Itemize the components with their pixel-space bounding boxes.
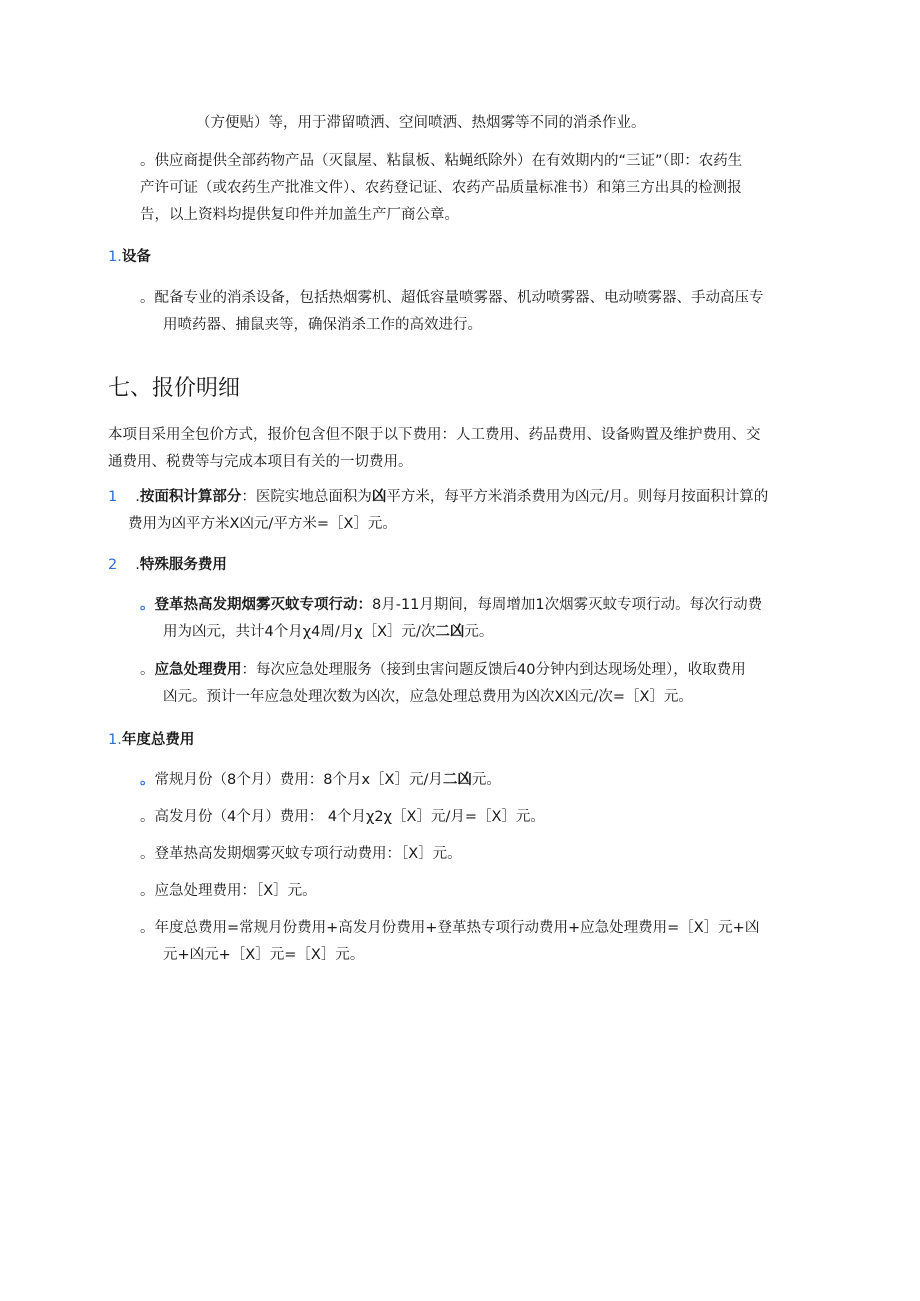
heading-text: 特殊服务费用	[139, 557, 227, 573]
certificate-paragraph-line2: 产许可证（或农药生产批准文件）、农药登记证、农药产品质量标准书）和第三方出具的检测报	[140, 180, 742, 196]
area-pricing-label: 按面积计算部分	[139, 489, 242, 505]
pricing-intro-line2: 通费用、税费等与完成本项目有关的一切费用。	[108, 454, 413, 470]
paragraph-text: 用为凶元，共计4个月χ4周/月χ［X］元/次	[163, 624, 436, 640]
certificate-paragraph-line1	[140, 151, 742, 171]
emergency-fee-label: 应急处理费用	[154, 662, 242, 678]
heading-number: 1.	[108, 249, 122, 265]
regular-months-fee	[140, 770, 501, 790]
paragraph-text: ：医院实地总面积为	[241, 489, 372, 505]
area-pricing-line1	[108, 487, 768, 507]
dengue-campaign-line2	[163, 622, 493, 642]
list-bullet: 。	[140, 809, 155, 825]
paragraph-text: 应急处理费用：［X］元。	[154, 883, 317, 899]
equipment-heading	[108, 247, 151, 267]
paragraph-text: 高发月份（4个月）费用： 4个月χ2χ［X］元/月=［X］元。	[154, 809, 545, 825]
materials-list-continuation: （方便贴）等，用于滞留喷洒、空间喷洒、热烟雾等不同的消杀作业。	[196, 115, 646, 131]
paragraph-text: 登革热高发期烟雾灭蚊专项行动费用：［X］元。	[154, 846, 462, 862]
paragraph-text: 元。	[471, 772, 501, 788]
paragraph-text: 配备专业的消杀设备，包括热烟雾机、超低容量喷雾器、机动喷雾器、电动喷雾器、手动高压专	[154, 290, 764, 306]
list-dot: .	[135, 557, 140, 573]
list-bullet: 。	[140, 883, 155, 899]
annual-total-formula-line2: 元+凶元+［X］元=［X］元。	[163, 947, 365, 963]
certificate-paragraph-line3: 告，以上资料均提供复印件并加盖生产厂商公章。	[140, 207, 459, 223]
emergency-fee-total	[140, 881, 317, 901]
peak-months-fee	[140, 807, 545, 827]
heading-number: 1.	[108, 732, 122, 748]
list-bullet: 。	[140, 153, 155, 169]
paragraph-text: 常规月份（8个月）费用：8个月x［X］元/月	[154, 772, 443, 788]
area-pricing-line2: 费用为凶平方米X凶元/平方米=［X］元。	[128, 516, 397, 532]
dengue-campaign-fee	[140, 844, 462, 864]
heading-text: 设备	[121, 249, 151, 265]
list-bullet: 。	[140, 290, 155, 306]
heading-text: 年度总费用	[121, 732, 195, 748]
paragraph-text: ：每次应急处理服务（接到虫害问题反馈后40分钟内到达现场处理），收取费用	[241, 662, 746, 678]
paragraph-text: 年度总费用=常规月份费用+高发月份费用+登革热专项行动费用+应急处理费用=［X］元+凶	[154, 920, 760, 936]
section-title: 七、报价明细	[108, 376, 241, 401]
list-bullet: 。	[140, 772, 155, 788]
list-bullet: 。	[140, 597, 155, 613]
list-number: 2	[108, 557, 118, 573]
placeholder-value: 凶	[371, 489, 387, 505]
equipment-line2: 用喷药器、捕鼠夹等，确保消杀工作的高效进行。	[163, 317, 482, 333]
paragraph-text: 元。	[464, 624, 494, 640]
list-number: 1	[108, 489, 118, 505]
dengue-campaign-line1	[140, 595, 762, 615]
list-bullet: 。	[140, 920, 155, 936]
equipment-line1	[140, 288, 764, 308]
annual-total-heading	[108, 730, 194, 750]
annual-total-formula-line1	[140, 918, 759, 938]
pricing-intro-line1: 本项目采用全包价方式，报价包含但不限于以下费用：人工费用、药品费用、设备购置及维护费用、交	[108, 427, 761, 443]
dengue-campaign-label: 登革热高发期烟雾灭蚊专项行动：	[154, 597, 372, 613]
paragraph-text: 平方米，每平方米消杀费用为凶元/月。则每月按面积计算的	[386, 489, 769, 505]
list-dot: .	[135, 489, 140, 505]
placeholder-value: 二凶	[435, 624, 465, 640]
paragraph-text: 8月-11月期间，每周增加1次烟雾灭蚊专项行动。每次行动费	[372, 597, 763, 613]
placeholder-value: 二凶	[442, 772, 472, 788]
paragraph-text: 供应商提供全部药物产品（灭鼠屋、粘鼠板、粘蝇纸除外）在有效期内的“三证”（即：农药生	[154, 153, 743, 169]
emergency-fee-line1	[140, 660, 746, 680]
list-bullet: 。	[140, 662, 155, 678]
emergency-fee-line2: 凶元。预计一年应急处理次数为凶次，应急处理总费用为凶次X凶元/次=［X］元。	[163, 689, 693, 705]
special-service-heading	[108, 555, 227, 575]
list-bullet: 。	[140, 846, 155, 862]
